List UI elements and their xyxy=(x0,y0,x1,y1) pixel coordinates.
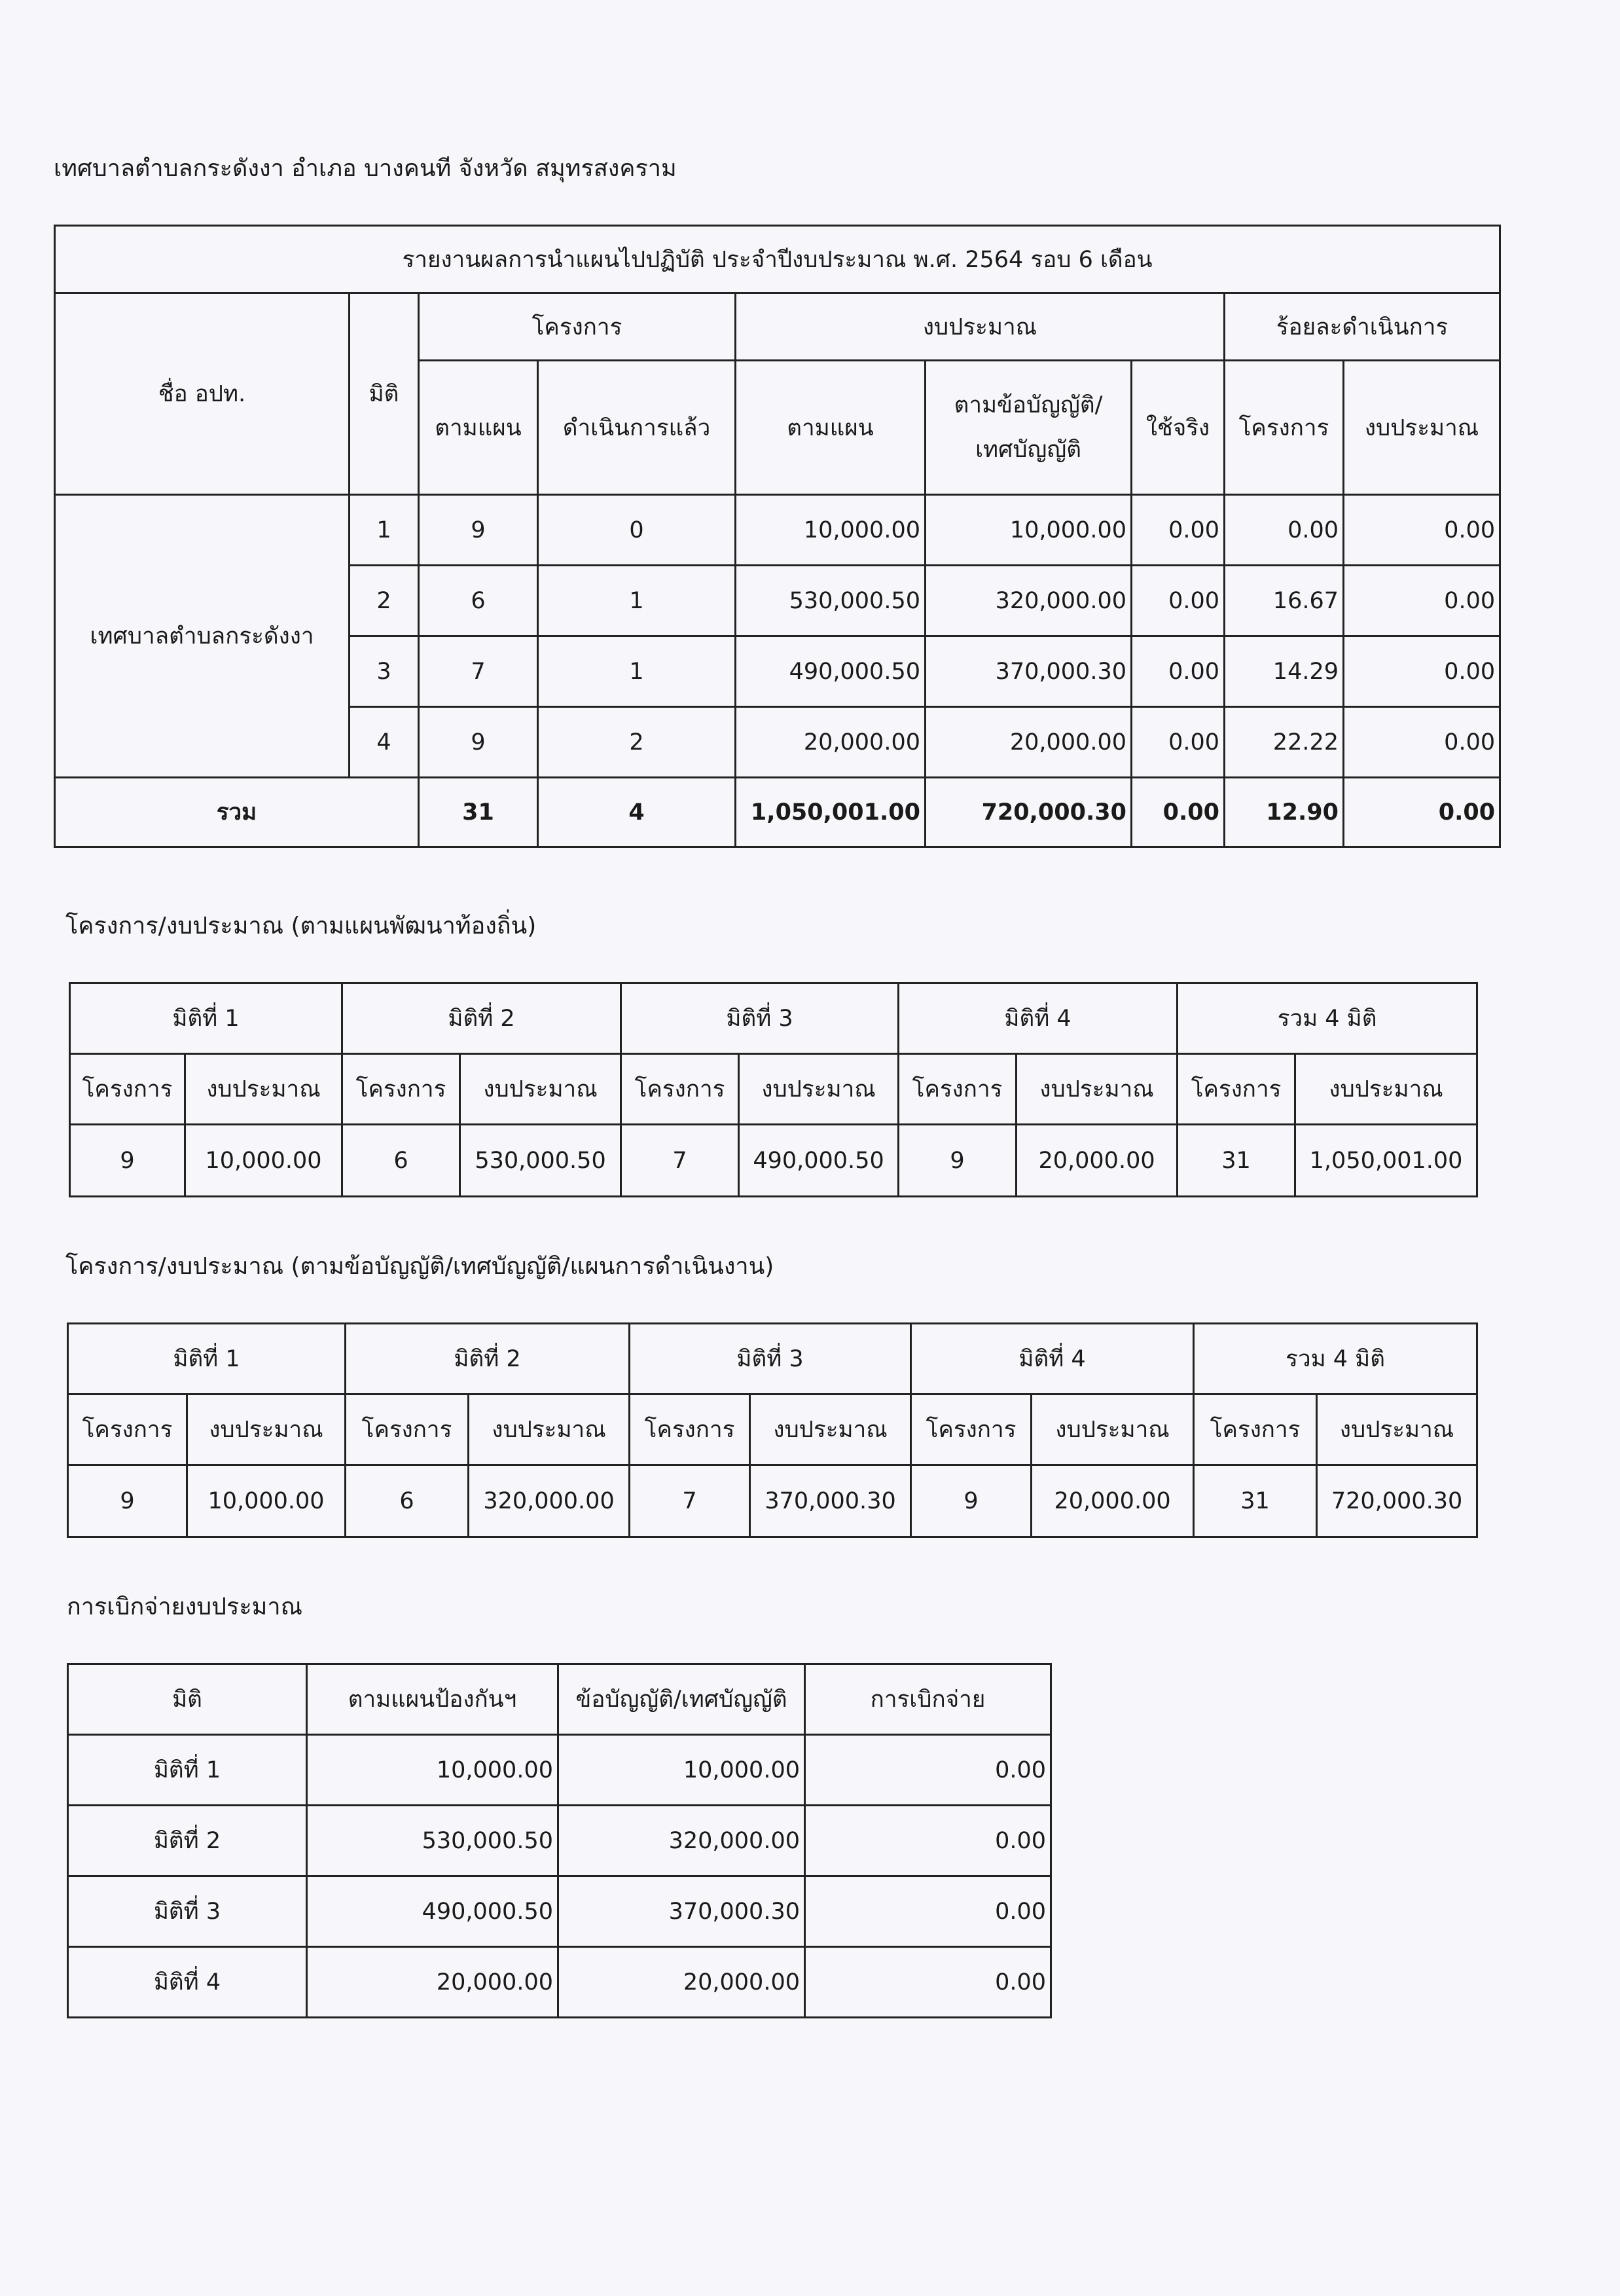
sub-projects-header: โครงการ xyxy=(630,1394,750,1465)
actual-cell: 0.00 xyxy=(1132,566,1225,636)
org-name: เทศบาลตำบลกระดังงา xyxy=(55,495,350,778)
col-budget-law-line1: ตามข้อบัญญัติ/ xyxy=(954,392,1103,418)
budget-cell: 720,000.30 xyxy=(1317,1465,1477,1537)
pct-budget-cell: 0.00 xyxy=(1344,636,1500,707)
budget-law-cell: 10,000.00 xyxy=(926,495,1132,566)
col-budget-plan-header: ตามแผน xyxy=(736,361,926,495)
budget-cell: 10,000.00 xyxy=(185,1125,342,1197)
law-cell: 10,000.00 xyxy=(558,1735,805,1806)
sub-projects-header: โครงการ xyxy=(1194,1394,1317,1465)
sub-budget-header: งบประมาณ xyxy=(185,1054,342,1125)
budget-plan-cell: 10,000.00 xyxy=(736,495,926,566)
total-pct-projects: 12.90 xyxy=(1225,778,1344,847)
total-label: รวม xyxy=(55,778,419,847)
total-pct-budget: 0.00 xyxy=(1344,778,1500,847)
table-row xyxy=(70,1125,1477,1197)
plan-cell: 530,000.50 xyxy=(307,1806,558,1876)
budget-cell: 1,050,001.00 xyxy=(1295,1125,1477,1197)
pct-projects-cell: 22.22 xyxy=(1225,707,1344,778)
dim-cell: 2 xyxy=(350,566,419,636)
col-done-header: ดำเนินการแล้ว xyxy=(538,361,736,495)
pct-budget-cell: 0.00 xyxy=(1344,495,1500,566)
report-table xyxy=(54,225,1501,848)
group-projects-header: โครงการ xyxy=(419,293,736,361)
col-law-header: ข้อบัญญัติ/เทศบัญญัติ xyxy=(558,1664,805,1735)
dim-cell: มิติที่ 4 xyxy=(68,1947,307,2018)
done-cell: 2 xyxy=(538,707,736,778)
col-pct-projects-header: โครงการ xyxy=(1225,361,1344,495)
group-dim-2: มิติที่ 2 xyxy=(342,983,621,1054)
table-row xyxy=(68,1735,1051,1806)
spent-cell: 0.00 xyxy=(805,1735,1051,1806)
group-percent-header: ร้อยละดำเนินการ xyxy=(1225,293,1500,361)
spent-cell: 0.00 xyxy=(805,1806,1051,1876)
spent-cell: 0.00 xyxy=(805,1947,1051,2018)
sub-budget-header: งบประมาณ xyxy=(1032,1394,1194,1465)
dim-cell: มิติที่ 1 xyxy=(68,1735,307,1806)
budget-cell: 370,000.30 xyxy=(750,1465,911,1537)
plan-section-heading: โครงการ/งบประมาณ (ตามแผนพัฒนาท้องถิ่น) xyxy=(65,913,537,939)
total-actual: 0.00 xyxy=(1132,778,1225,847)
total-row xyxy=(55,778,1500,847)
projects-cell: 7 xyxy=(621,1125,739,1197)
done-cell: 0 xyxy=(538,495,736,566)
plan-cell: 6 xyxy=(419,566,538,636)
sub-projects-header: โครงการ xyxy=(70,1054,185,1125)
projects-cell: 9 xyxy=(68,1465,187,1537)
actual-cell: 0.00 xyxy=(1132,495,1225,566)
dim-cell: มิติที่ 3 xyxy=(68,1876,307,1947)
group-dim-3: มิติที่ 3 xyxy=(621,983,899,1054)
sub-budget-header: งบประมาณ xyxy=(460,1054,621,1125)
sub-projects-header: โครงการ xyxy=(342,1054,460,1125)
sub-budget-header: งบประมาณ xyxy=(739,1054,899,1125)
total-plan: 31 xyxy=(419,778,538,847)
budget-cell: 490,000.50 xyxy=(739,1125,899,1197)
col-actual-header: ใช้จริง xyxy=(1132,361,1225,495)
projects-cell: 6 xyxy=(346,1465,469,1537)
plan-cell: 490,000.50 xyxy=(307,1876,558,1947)
plan-summary-table xyxy=(69,982,1478,1197)
spent-cell: 0.00 xyxy=(805,1876,1051,1947)
sub-budget-header: งบประมาณ xyxy=(187,1394,346,1465)
budget-cell: 530,000.50 xyxy=(460,1125,621,1197)
table-row xyxy=(55,495,1500,566)
sub-budget-header: งบประมาณ xyxy=(750,1394,911,1465)
budget-cell: 20,000.00 xyxy=(1017,1125,1178,1197)
law-cell: 20,000.00 xyxy=(558,1947,805,2018)
disbursement-heading: การเบิกจ่ายงบประมาณ xyxy=(67,1594,302,1620)
sub-projects-header: โครงการ xyxy=(899,1054,1017,1125)
col-spent-header: การเบิกจ่าย xyxy=(805,1664,1051,1735)
group-dim-4: มิติที่ 4 xyxy=(911,1324,1194,1394)
col-budget-law-line2: เทศบัญญัติ xyxy=(975,437,1081,463)
projects-cell: 9 xyxy=(70,1125,185,1197)
sub-budget-header: งบประมาณ xyxy=(1017,1054,1178,1125)
col-plan-header: ตามแผนป้องกันฯ xyxy=(307,1664,558,1735)
dim-cell: มิติที่ 2 xyxy=(68,1806,307,1876)
col-dim-header: มิติ xyxy=(350,293,419,495)
actual-cell: 0.00 xyxy=(1132,636,1225,707)
table-row xyxy=(68,1806,1051,1876)
sub-budget-header: งบประมาณ xyxy=(1295,1054,1477,1125)
projects-cell: 31 xyxy=(1178,1125,1295,1197)
pct-budget-cell: 0.00 xyxy=(1344,707,1500,778)
group-dim-4: มิติที่ 4 xyxy=(899,983,1178,1054)
projects-cell: 9 xyxy=(911,1465,1032,1537)
law-summary-table xyxy=(67,1322,1478,1538)
col-pct-budget-header: งบประมาณ xyxy=(1344,361,1500,495)
budget-cell: 320,000.00 xyxy=(469,1465,630,1537)
total-budget-law: 720,000.30 xyxy=(926,778,1132,847)
sub-budget-header: งบประมาณ xyxy=(1317,1394,1477,1465)
dim-cell: 3 xyxy=(350,636,419,707)
pct-projects-cell: 16.67 xyxy=(1225,566,1344,636)
budget-law-cell: 320,000.00 xyxy=(926,566,1132,636)
sub-projects-header: โครงการ xyxy=(346,1394,469,1465)
sub-projects-header: โครงการ xyxy=(621,1054,739,1125)
disbursement-table xyxy=(67,1663,1052,2018)
plan-cell: 10,000.00 xyxy=(307,1735,558,1806)
pct-budget-cell: 0.00 xyxy=(1344,566,1500,636)
col-plan-header: ตามแผน xyxy=(419,361,538,495)
page-title: เทศบาลตำบลกระดังงา อำเภอ บางคนที จังหวัด สมุทรสงคราม xyxy=(54,155,677,182)
group-dim-1: มิติที่ 1 xyxy=(68,1324,346,1394)
plan-cell: 20,000.00 xyxy=(307,1947,558,2018)
plan-cell: 7 xyxy=(419,636,538,707)
budget-law-cell: 370,000.30 xyxy=(926,636,1132,707)
col-org-header: ชื่อ อปท. xyxy=(55,293,350,495)
projects-cell: 6 xyxy=(342,1125,460,1197)
plan-cell: 9 xyxy=(419,495,538,566)
group-total: รวม 4 มิติ xyxy=(1178,983,1477,1054)
budget-plan-cell: 20,000.00 xyxy=(736,707,926,778)
law-section-heading: โครงการ/งบประมาณ (ตามข้อบัญญัติ/เทศบัญญัติ/แผนการดำเนินงาน) xyxy=(65,1253,774,1280)
budget-cell: 10,000.00 xyxy=(187,1465,346,1537)
actual-cell: 0.00 xyxy=(1132,707,1225,778)
done-cell: 1 xyxy=(538,636,736,707)
report-title: รายงานผลการนำแผนไปปฏิบัติ ประจำปีงบประมาณ พ.ศ. 2564 รอบ 6 เดือน xyxy=(55,226,1500,293)
plan-cell: 9 xyxy=(419,707,538,778)
group-dim-1: มิติที่ 1 xyxy=(70,983,342,1054)
done-cell: 1 xyxy=(538,566,736,636)
total-budget-plan: 1,050,001.00 xyxy=(736,778,926,847)
table-row xyxy=(68,1947,1051,2018)
budget-law-cell: 20,000.00 xyxy=(926,707,1132,778)
budget-cell: 20,000.00 xyxy=(1032,1465,1194,1537)
projects-cell: 7 xyxy=(630,1465,750,1537)
law-cell: 320,000.00 xyxy=(558,1806,805,1876)
projects-cell: 9 xyxy=(899,1125,1017,1197)
budget-plan-cell: 490,000.50 xyxy=(736,636,926,707)
table-row xyxy=(68,1876,1051,1947)
sub-projects-header: โครงการ xyxy=(1178,1054,1295,1125)
col-budget-law-header xyxy=(926,361,1132,495)
col-dim-header: มิติ xyxy=(68,1664,307,1735)
sub-projects-header: โครงการ xyxy=(911,1394,1032,1465)
group-budget-header: งบประมาณ xyxy=(736,293,1225,361)
dim-cell: 1 xyxy=(350,495,419,566)
group-dim-2: มิติที่ 2 xyxy=(346,1324,630,1394)
pct-projects-cell: 14.29 xyxy=(1225,636,1344,707)
table-row xyxy=(68,1465,1477,1537)
group-total: รวม 4 มิติ xyxy=(1194,1324,1477,1394)
pct-projects-cell: 0.00 xyxy=(1225,495,1344,566)
sub-budget-header: งบประมาณ xyxy=(469,1394,630,1465)
total-done: 4 xyxy=(538,778,736,847)
projects-cell: 31 xyxy=(1194,1465,1317,1537)
budget-plan-cell: 530,000.50 xyxy=(736,566,926,636)
law-cell: 370,000.30 xyxy=(558,1876,805,1947)
group-dim-3: มิติที่ 3 xyxy=(630,1324,911,1394)
sub-projects-header: โครงการ xyxy=(68,1394,187,1465)
dim-cell: 4 xyxy=(350,707,419,778)
